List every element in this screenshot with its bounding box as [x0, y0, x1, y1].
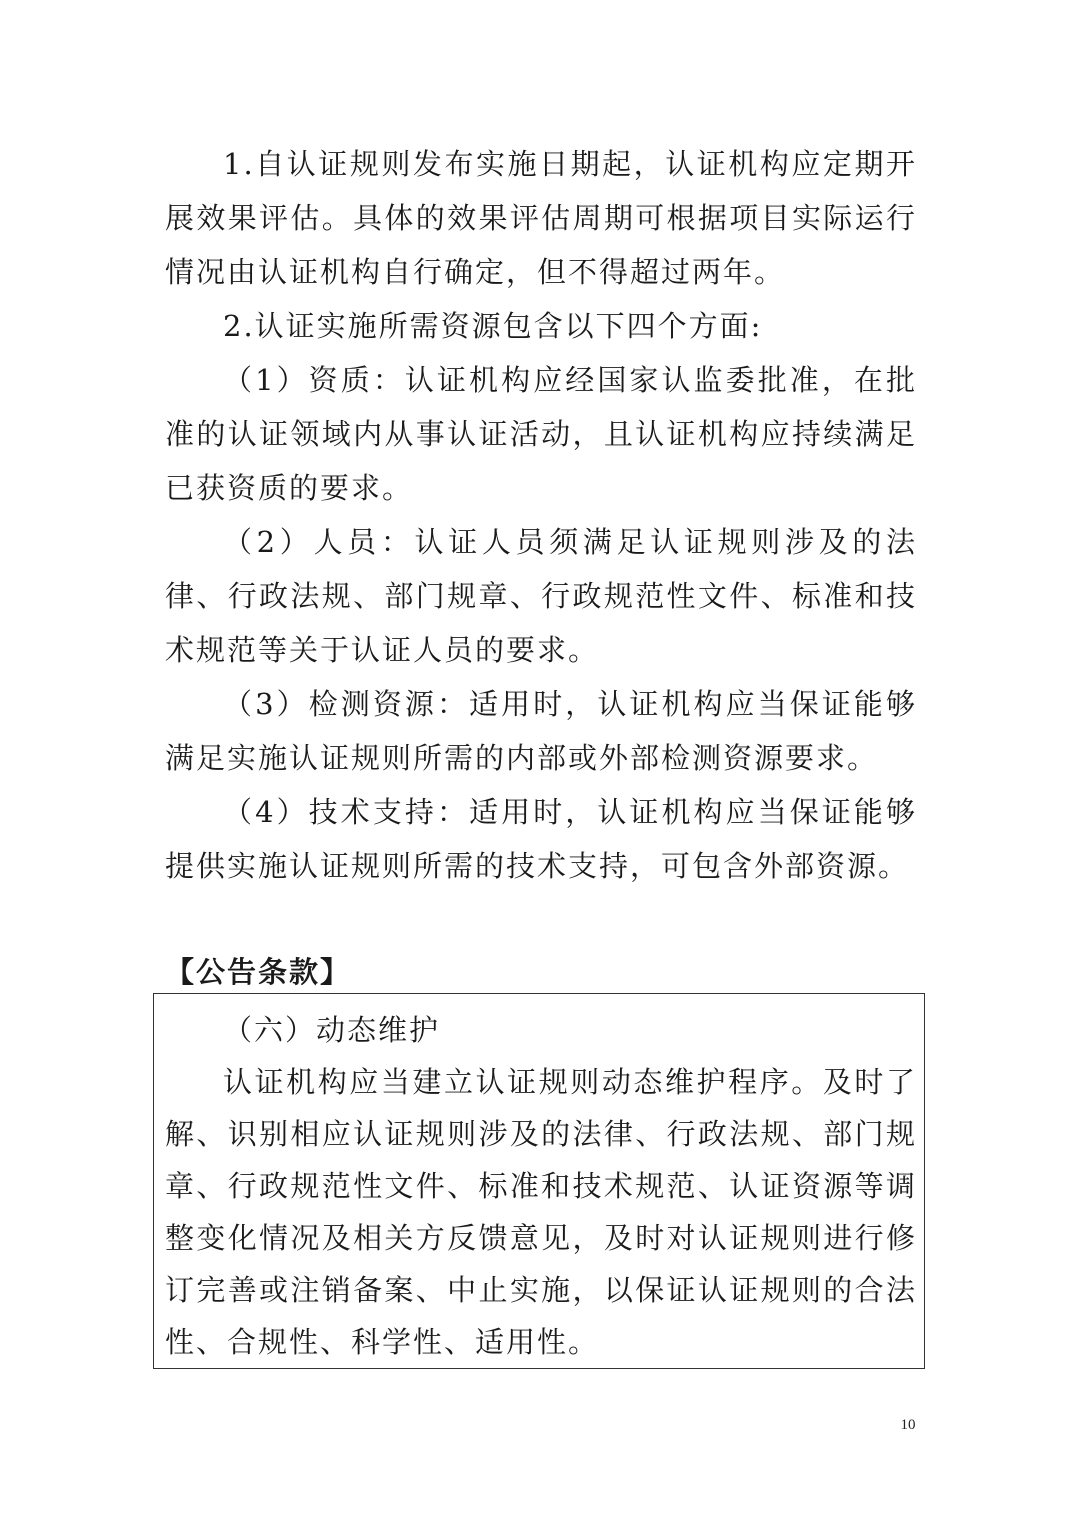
paragraph-qualification: （1）资质：认证机构应经国家认监委批准，在批准的认证领域内从事认证活动，且认证机构应持续满足已获资质的要求。: [165, 363, 917, 505]
paragraph-resources-intro: 2.认证实施所需资源包含以下四个方面:: [223, 309, 763, 343]
clause-text: 认证机构应当建立认证规则动态维护程序。及时了解、识别相应认证规则涉及的法律、行政法规、部门规章、行政规范性文件、标准和技术规范、认证资源等调整变化情况及相关方反馈意见，及时对认证规则进行修订完善或注销备案、中止实施，以保证认证规则的合法性、合规性、科学性、适用性。: [165, 1065, 917, 1359]
paragraph-personnel: （2）人员：认证人员须满足认证规则涉及的法律、行政法规、部门规章、行政规范性文件、标准和技术规范等关于认证人员的要求。: [165, 525, 917, 667]
paragraph-evaluation-period: 1.自认证规则发布实施日期起，认证机构应定期开展效果评估。具体的效果评估周期可根据项目实际运行情况由认证机构自行确定，但不得超过两年。: [165, 147, 917, 289]
section-heading: 【公告条款】: [165, 955, 352, 989]
clause-box: [153, 993, 925, 1369]
page-number: 10: [900, 1417, 916, 1433]
clause-title: （六）动态维护: [223, 1013, 441, 1047]
clause-content: [165, 1004, 917, 1368]
paragraph-technical-support: （4）技术支持：适用时，认证机构应当保证能够提供实施认证规则所需的技术支持，可包含外部资源。: [165, 795, 917, 883]
body-text: [165, 137, 917, 893]
paragraph-testing-resources: （3）检测资源：适用时，认证机构应当保证能够满足实施认证规则所需的内部或外部检测资源要求。: [165, 687, 917, 775]
